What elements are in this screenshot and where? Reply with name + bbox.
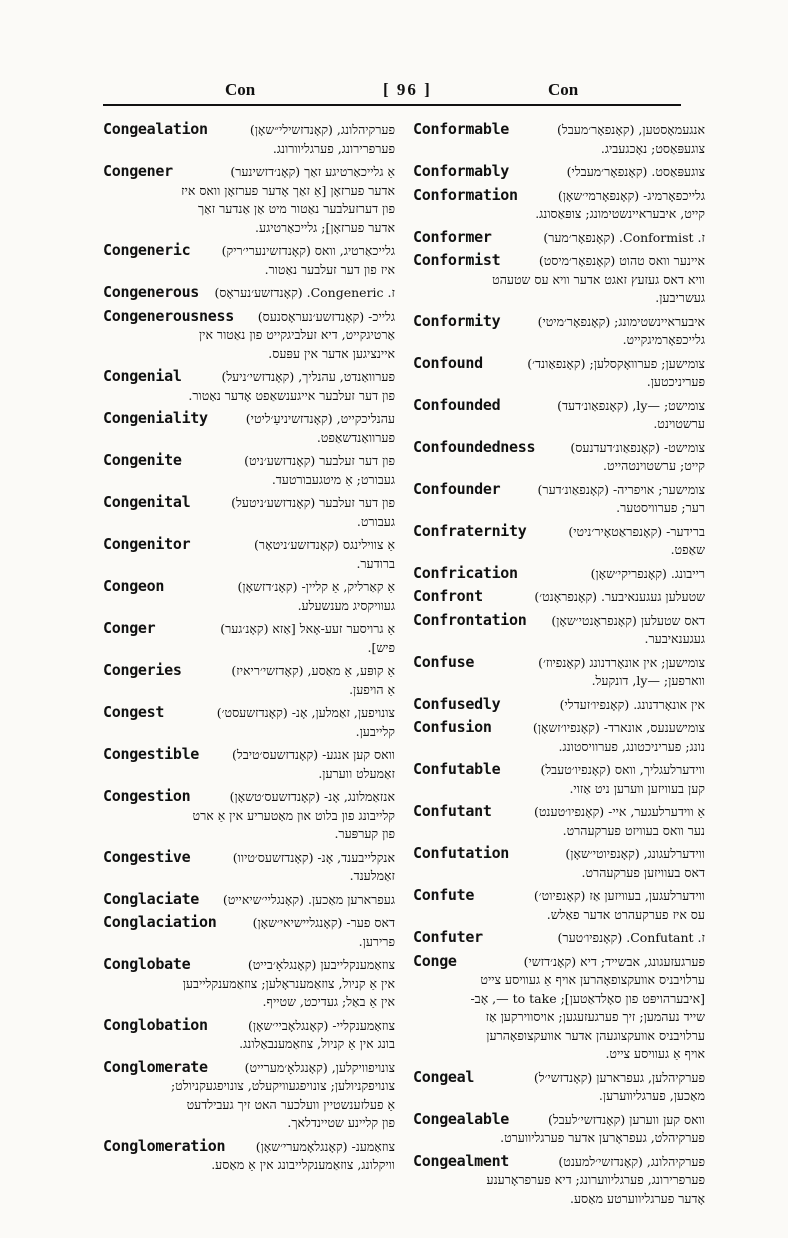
entry-headword: Confusion (413, 718, 492, 736)
entry-definition-line: פערוואַנדשאַפט. (316, 429, 395, 445)
entry-definition-line: אַ הויפען. (349, 681, 395, 697)
dictionary-entry (413, 564, 705, 584)
entry-definition-line: פרירען. (358, 933, 395, 949)
entry-definition-line: וויקלונג, צוזאַמענקלייבונג אין אַ מאַסע. (211, 1157, 395, 1172)
entry-definition-line: פעריניכטען. (646, 374, 705, 389)
dictionary-entry (413, 438, 705, 476)
dictionary-entry (103, 367, 395, 405)
entry-definition-line: עס איז פערקעהרט אדער פאַלש. (546, 906, 705, 922)
entry-definition-line: צומישענעס, אונארד- (קאָנפיו׳זשאָן) (532, 720, 705, 735)
entry-definition-line: ערלויבניס אוועקצופאָהרען אויף אַ געוויסע צייט (480, 972, 705, 987)
entry-definition-line: פערפרירונג, פערגליווערונג; דיא פערפראָרענע (486, 1172, 705, 1187)
dictionary-entry (103, 409, 395, 447)
entry-headword: Congeal (413, 1067, 475, 1086)
entry-definition-line: קלייבונג פון בלוט און מאַטעריע אין אַ ארט (192, 807, 395, 823)
entry-headword: Congestion (103, 787, 191, 805)
dictionary-entry (413, 396, 705, 434)
entry-definition-line: אנזאַמלונג, אָנ- (קאָנדזשעס׳טשאָן) (229, 789, 395, 804)
dictionary-entry (413, 1068, 705, 1106)
dictionary-entry (413, 522, 705, 560)
entry-headword: Congealable (413, 1109, 510, 1128)
entry-definition-line: פון קליינע שטיינדלאך. (287, 1115, 395, 1130)
entry-definition-line: פיש]. (367, 639, 395, 655)
dictionary-entry (413, 718, 705, 756)
entry-definition-line: געוויקסיג מענשעלע. (297, 597, 395, 613)
dictionary-entry (413, 695, 705, 715)
dictionary-entry (103, 703, 395, 741)
entry-headword: Congest (103, 703, 165, 721)
entry-headword: Confrication (413, 563, 518, 582)
dictionary-entry (413, 312, 705, 350)
dictionary-entry (413, 251, 705, 308)
entry-definition-line: געשריבען. (655, 290, 705, 305)
entry-definition-line: אַ פעלזענשטיין וועלכער האט זיך געבילדעט (186, 1096, 395, 1112)
dictionary-entry (103, 535, 395, 573)
dictionary-entry (103, 787, 395, 844)
entry-definition-line: צומישט- (קאָנפאַונ׳דעדנעס) (570, 439, 705, 455)
entry-definition-line: מאַכען, פערגליווערען. (598, 1088, 705, 1103)
entry-definition-line: ז. Conformist. (קאָנפאָר׳מער) (543, 229, 705, 245)
entry-definition-line: פון קערפּער. (334, 826, 395, 841)
dictionary-entry (103, 577, 395, 615)
dictionary-entry (413, 844, 705, 882)
entry-definition-line: שטעלען געגענאיבער. (קאָנפראָנט׳) (534, 589, 705, 604)
entry-definition-line: אויף אַ געוויסע צייט. (605, 1046, 705, 1061)
entry-headword: Congenitor (103, 535, 191, 553)
entry-definition-line: איינער וואס טהוט (קאָנפאָר׳מיסט) (538, 253, 705, 268)
entry-headword: Confusedly (413, 694, 501, 713)
dictionary-entry (103, 241, 395, 279)
entry-definition-line: איבעראיינשטימונג; (קאָנפאָר׳מיטי) (537, 313, 705, 329)
entry-definition-line: ווידערלעגען, בעוויזען אַז (קאָנפיוט׳) (533, 888, 705, 903)
dictionary-entry (103, 1137, 395, 1175)
entry-definition-line: אנקלייבענד, אָנ- (קאָנדזשעס׳טיוו) (232, 849, 395, 865)
dictionary-entry (103, 307, 395, 364)
entry-definition-line: קלייבען. (355, 723, 395, 739)
entry-definition-line: קען בעוויזען ווערען ניט אַזוי. (569, 780, 705, 796)
entry-headword: Conformation (413, 185, 518, 204)
dictionary-entry (103, 120, 395, 158)
entry-definition-line: פערגעזעגונג, אבשייד; דיא (קאָנ׳דזשי) (523, 953, 705, 969)
dictionary-entry (413, 186, 705, 224)
entry-definition-line: צומישער; אויפריה- (קאָנפאַונ׳דער) (537, 481, 705, 497)
entry-definition-line: קייט, איבעראיינשטימונג; צופּאַסונג. (535, 206, 705, 221)
entry-definition-line: צומישט; —ly, (קאָנפאַונ׳דעד) (557, 397, 705, 413)
dictionary-entry (413, 611, 705, 649)
dictionary-entry (103, 619, 395, 657)
entry-definition-line: נער וואס בעוויזט פערקעהרט. (562, 822, 705, 838)
entry-headword: Congenital (103, 493, 191, 511)
entry-headword: Conglomeration (103, 1136, 226, 1155)
entry-definition-line: דאס פער- (קאָנגליישיאי׳שאָן) (252, 915, 395, 930)
entry-definition-line: צונויפוויקלען, (קאָנגלאָ׳מערייט) (244, 1059, 395, 1075)
entry-definition-line: זאַמעלט ווערען. (318, 765, 395, 781)
entry-headword: Congenerousness (103, 306, 234, 325)
entry-definition-line: ערלויבניס אוועקצוגעהן אדער אוועקצופאָהרען (486, 1027, 705, 1043)
entry-headword: Conglobate (103, 955, 191, 973)
entry-definition-line: צוזאַמענ- (קאָנגלאָמערי׳שאָן) (255, 1138, 395, 1154)
entry-definition-line: ז. Congeneric. (קאָנדזשע׳נעראָס) (214, 285, 395, 300)
entry-definition-line: גלייכאַרטיג, וואס (קאָנדזשינערי׳ריק) (221, 243, 395, 258)
entry-headword: Conformist (413, 251, 501, 269)
entry-definition-line: אין אונאָרדנונג. (קאָנפיו׳זעדלי) (559, 696, 705, 712)
running-head-right: Con (548, 80, 579, 99)
entry-headword: Conglomerate (103, 1057, 208, 1076)
dictionary-entry (413, 760, 705, 798)
entry-headword: Conformity (413, 311, 501, 330)
entry-definition-line: אַרטיגקייט, דיא זעלביגקייט פון נאַטור אין (198, 327, 395, 342)
entry-definition-line: צומישען; אין אונאָרדנונג (קאָנפיוז׳) (538, 654, 705, 670)
entry-headword: Conformably (413, 162, 510, 180)
entry-headword: Conglaciate (103, 889, 200, 908)
dictionary-entry (103, 890, 395, 910)
entry-definition-line: אדער פערזאָן]; גלייכאַרטיגע. (255, 219, 395, 235)
entry-definition-line: צוזאַמענקליי- (קאָנגלאָביי׳שאָן) (247, 1017, 395, 1033)
entry-definition-line: פערקיהלען, געפרארען (קאָנדזשי׳ל) (533, 1069, 705, 1085)
dictionary-entry (103, 493, 395, 531)
entry-definition-line: רער; פערוויסטער. (616, 500, 705, 515)
entry-definition-line: עהנליכקייט, (קאָנדזשיניעַ׳ליטי) (245, 411, 395, 426)
entry-headword: Confoundedness (413, 437, 536, 456)
entry-definition-line: צונויפקניולען; צונויפגעוויקעלט, צונויפגעקניולט; (170, 1078, 395, 1093)
dictionary-entry (413, 162, 705, 182)
entry-definition-line: פון דערזעלבער נאַטור מיט אַן אַנדער זאַך (198, 201, 395, 216)
entry-headword: Congestible (103, 745, 200, 763)
entry-definition-line: ווידערלעגונג, (קאָנפיוטי׳שאָן) (565, 846, 705, 861)
entry-definition-line: אַ צווילינגס (קאָנדזשע׳ניטאָר) (254, 537, 395, 552)
entry-definition-line: געגענאיבער. (644, 631, 705, 646)
dictionary-entry (413, 587, 705, 607)
column-right (413, 116, 705, 1226)
dictionary-entry (103, 451, 395, 489)
entry-definition-line: אין אַ קניול, צוזאַמענראָלען; צוזאַמענקלייבען (182, 975, 395, 991)
entry-headword: Conger (103, 619, 156, 637)
dictionary-entry (413, 886, 705, 924)
dictionary-entry (413, 354, 705, 392)
entry-definition-line: געבורט. (356, 513, 395, 529)
entry-definition-line: ברודער. (356, 555, 395, 571)
entry-definition-line: גלייכפאָרמיגקייט. (622, 332, 705, 347)
entry-definition-line: דאס בעוויזען פערקעהרט. (581, 864, 705, 880)
entry-definition-line: ז. Confutant. (קאָנפיו׳טער) (557, 930, 705, 945)
dictionary-entry (413, 1152, 705, 1209)
entry-definition-line: ווארפען; —ly, דונקעל. (591, 673, 705, 688)
entry-definition-line: פון דער זעלבער (קאָנדזשע׳ניט) (244, 453, 395, 468)
dictionary-entry (413, 1110, 705, 1148)
entry-definition-line: קייט; ערשטוינטהייט. (603, 458, 705, 473)
entry-headword: Conformer (413, 227, 492, 246)
entry-definition-line: צוגעפּאַסט. (קאָנפאָר׳מעבלי) (566, 164, 705, 179)
entry-headword: Congenial (103, 367, 182, 385)
entry-definition-line: אַ ווידערלעגער, איי- (קאָנפיו׳טענט) (534, 804, 705, 819)
entry-definition-line: וויא דאס געזעץ זאגט אדער וויא עס שטעהט (492, 271, 705, 287)
entry-definition-line: אין אַ באַל; געדיכט, שטייף. (262, 994, 395, 1009)
entry-headword: Confront (413, 587, 483, 605)
entry-headword: Confounded (413, 395, 501, 414)
entry-headword: Confraternity (413, 521, 527, 540)
dictionary-entry (413, 120, 705, 158)
entry-definition-line: פערקיהלונג, (קאָנדזשי׳למענט) (558, 1153, 705, 1169)
entry-definition-line: אַ קופּע, אַ מאַסע, (קאָדזשי׳ריאיז) (231, 663, 395, 678)
entry-definition-line: גלייכ- (קאָנדזשע׳נעראָסנעס) (257, 308, 395, 324)
entry-definition-line: פערקיהלט, געפראָרען אדער פערגליווערט. (500, 1130, 705, 1145)
running-head-left: Con (225, 80, 256, 99)
entry-definition-line: אָדער פערגליווערטע מאַסע. (570, 1190, 705, 1206)
entry-headword: Conge (413, 951, 457, 970)
entry-headword: Confute (413, 886, 475, 904)
dictionary-entry (413, 480, 705, 518)
entry-headword: Confuter (413, 928, 483, 946)
page-number: [ 96 ] (383, 80, 432, 99)
entry-definition-line: דאס שטעלען (קאָנפראָנטי׳שאָן) (551, 612, 705, 628)
entry-definition-line: זאַמלענד. (349, 868, 395, 883)
entry-definition-line: גלייכפאָרמיג- (קאָנפאָרמי׳שאָן) (557, 187, 705, 203)
dictionary-entry (103, 848, 395, 886)
entry-definition-line: איז פון דער זעלבער נאַטור. (264, 261, 395, 277)
entry-definition-line: פערפרירונג, פערגליוורונג. (272, 140, 395, 156)
entry-definition-line: צומישען; פערוואָקסלען; (קאָנפאַונד׳) (527, 355, 705, 371)
entry-headword: Confound (413, 353, 483, 372)
entry-definition-line: אדער פערזאָן [אַ זאַך אָדער פערזאָן וואס איז (181, 182, 395, 198)
entry-headword: Congeniality (103, 409, 208, 427)
dictionary-entry (103, 661, 395, 699)
entry-headword: Congeneric (103, 241, 191, 259)
entry-headword: Congealment (413, 1151, 510, 1170)
entry-definition-line: וואס קען אנגע- (קאָנדזשעס׳טיבל) (232, 747, 395, 762)
dictionary-entry (103, 1016, 395, 1054)
dictionary-entry (413, 802, 705, 840)
dictionary-entry (413, 952, 705, 1064)
entry-definition-line: בונג אין אַ קניול, צוזאַמענבאַלונג. (239, 1036, 395, 1051)
entry-headword: Congealation (103, 120, 208, 138)
entry-definition-line: [איבערהויפּט פון סאָלדאַטען]; to take —, אָב- (470, 990, 705, 1006)
entry-headword: Congeon (103, 577, 165, 595)
entry-headword: Confounder (413, 479, 501, 498)
entry-definition-line: רייבונג. (קאָנפריקי׳שאָן) (590, 565, 705, 581)
dictionary-entry (103, 1058, 395, 1133)
dictionary-entry (103, 913, 395, 951)
entry-headword: Confrontation (413, 610, 527, 629)
entry-definition-line: אַ קאַרליק, אַ קליין- (קאָנ׳דזשאָן) (237, 579, 395, 594)
entry-definition-line: אַ גלייכאַרטיגע זאַך (קאָנ׳דזשינער) (230, 164, 395, 179)
entry-definition-line: ווידערלעגליך, וואס (קאָנפיו׳טעבל) (540, 762, 705, 777)
entry-headword: Congestive (103, 847, 191, 866)
entry-definition-line: פון דער זעלבער (קאָנדזשע׳ניטעל) (231, 495, 395, 510)
entry-definition-line: געפרארען מאַכען. (קאָנגליי׳שיאייט) (222, 891, 395, 907)
entry-definition-line: שאַפט. (670, 542, 705, 557)
entry-headword: Congener (103, 162, 173, 180)
entry-definition-line: וואס קען ווערען (קאָנדזשי׳לעבל) (547, 1111, 705, 1127)
dictionary-entry (413, 228, 705, 248)
entry-headword: Congenite (103, 451, 182, 469)
entry-definition-line: ברידער- (קאָנפראַטאָיר׳ניטי) (568, 523, 705, 539)
entry-definition-line: אַ גרויסער זעע-אָאל [אַזא (קאָנ׳גער) (220, 621, 395, 636)
entry-definition-line: געבורט; אַ מיטגעבורטעד. (271, 471, 395, 487)
dictionary-entry (103, 745, 395, 783)
entry-headword: Congeries (103, 661, 182, 679)
entry-headword: Conformable (413, 120, 510, 138)
dictionary-entry (103, 162, 395, 237)
header-rule (103, 104, 681, 106)
entry-definition-line: איינציגען אדער אין עפּעס. (268, 345, 395, 361)
dictionary-entry (413, 653, 705, 691)
entry-headword: Conglobation (103, 1015, 208, 1034)
entry-definition-line: ערשטוינט. (653, 416, 705, 431)
entry-definition-line: פון דער זעלבער אייגענשאַפט אָדער נאַטור. (188, 387, 395, 403)
dictionary-entry (413, 928, 705, 948)
entry-headword: Confuse (413, 652, 475, 671)
entry-headword: Confutation (413, 844, 510, 862)
entry-definition-line: צונויפען, זאַמלען, אָנ- (קאָנדזשעסט׳) (216, 705, 395, 720)
entry-headword: Conglaciation (103, 913, 217, 931)
entry-definition-line: צוזאַמענקלייבען (קאָנגלאָ׳בייט) (247, 957, 395, 972)
dictionary-entry (103, 955, 395, 1012)
entry-definition-line: נונג; פעריניכטונג, פערוויסטונג. (558, 738, 705, 754)
entry-definition-line: אנגעמאָסטען, (קאָנפאָר׳מעבל) (557, 122, 705, 137)
entry-definition-line: פערקיהלונג, (קאָנדזשילי״שאָן) (249, 122, 395, 137)
dictionary-entry (103, 283, 395, 303)
entry-definition-line: צוגעפּאַסט; נאָכגעביג. (600, 140, 705, 156)
entry-definition-line: שייד נעהמען; זיך פערגעזעגען; אויסווירקען אַז (485, 1009, 705, 1024)
column-left (103, 116, 395, 1226)
entry-headword: Congenerous (103, 283, 200, 301)
entry-headword: Confutable (413, 760, 501, 778)
entry-headword: Confutant (413, 802, 492, 820)
entry-definition-line: פערוואַנדט, עהנליך, (קאָנדזשי׳ניעל) (221, 369, 395, 384)
